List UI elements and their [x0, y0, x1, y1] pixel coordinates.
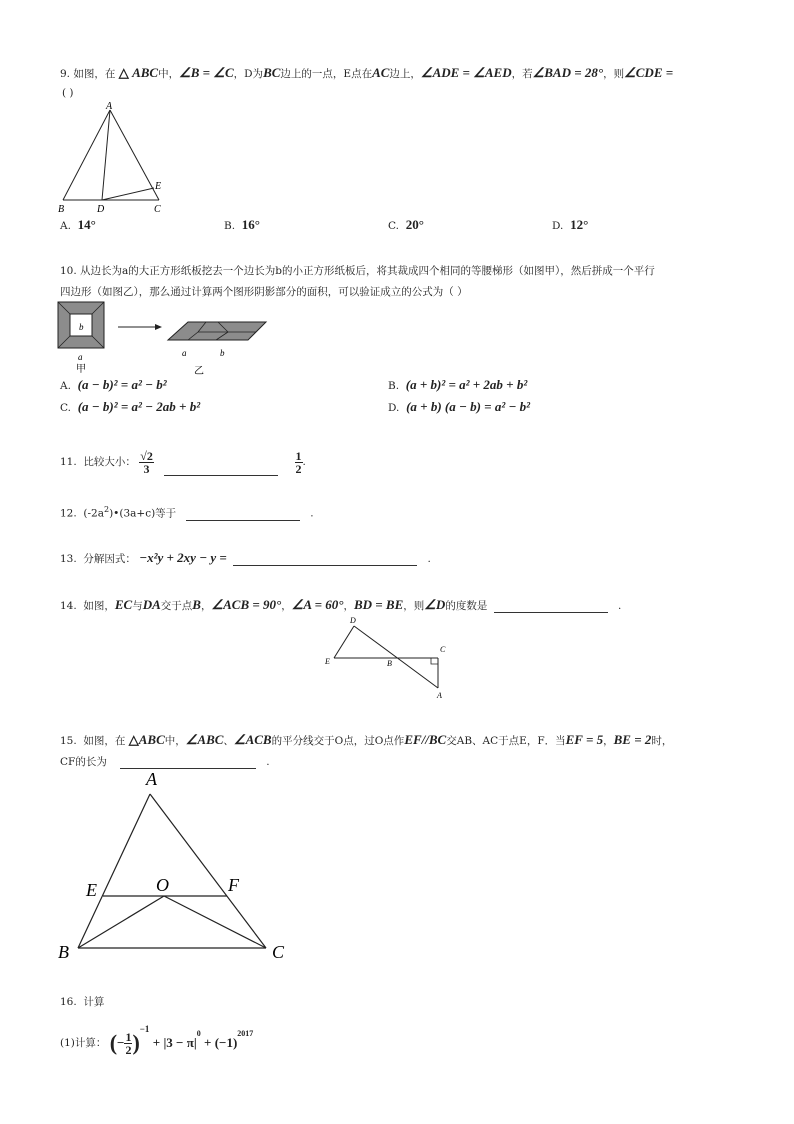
option-key: A. — [60, 220, 71, 232]
answer-blank[interactable] — [164, 463, 278, 476]
label-b: B — [387, 659, 392, 668]
text: 从边长为a的大正方形纸板挖去一个边长为b的小正方形纸板后，将其裁成四个相同的等腰梯形（如图甲），然后拼成一个平行 — [80, 265, 655, 277]
q9-answer-paren: ( ) — [62, 87, 74, 99]
q10-stem-line2: 四边形（如图乙），那么通过计算两个图形阴影部分的面积，可以验证成立的公式为（ ） — [60, 286, 468, 298]
text: ， — [200, 600, 212, 612]
q9-option-b — [224, 218, 260, 233]
q16-title — [60, 995, 104, 1009]
math-ac: AC — [372, 65, 390, 80]
text: 边上的一点，E点在 — [280, 68, 373, 80]
numerator: √2 — [140, 448, 153, 463]
text: ， — [281, 600, 292, 612]
math-ef-5: EF = 5 — [565, 732, 604, 747]
label-a: a — [78, 352, 83, 362]
math-b: B — [192, 597, 201, 612]
text: (1)计算： — [60, 1037, 107, 1049]
label-b: b — [220, 348, 225, 358]
q12 — [60, 503, 314, 521]
math-cde: ∠CDE = — [624, 65, 674, 80]
math-da: DA — [142, 597, 161, 612]
q14-figure — [320, 612, 450, 706]
text: 与 — [132, 600, 143, 612]
option-key: C. — [388, 220, 399, 232]
q10-option-a — [60, 378, 167, 393]
math-expression: + (−1) — [204, 1035, 238, 1050]
label-a: A — [437, 691, 442, 700]
option-value: 20° — [405, 217, 424, 232]
question-number: 12. — [60, 507, 77, 520]
q10-option-b — [388, 378, 527, 393]
text: 时， — [651, 735, 673, 747]
math-angle-b-eq-c: ∠B = ∠C — [179, 65, 234, 80]
exponent: −1 — [139, 1024, 150, 1034]
question-number: 14. — [60, 600, 77, 612]
q11 — [60, 448, 306, 478]
q15-figure — [52, 766, 302, 974]
option-value: 14° — [77, 217, 96, 232]
text: 分解因式： — [83, 553, 136, 565]
q10-stem-line1 — [60, 264, 655, 278]
label-e: E — [86, 880, 97, 900]
q14-stem — [60, 598, 621, 613]
label-b: b — [79, 322, 84, 332]
label-f: F — [228, 875, 239, 895]
text: . — [302, 456, 306, 468]
option-value: (a − b)² = a² − b² — [77, 377, 167, 392]
q9-option-d — [552, 218, 588, 233]
minus-sign: − — [117, 1035, 125, 1050]
paren-open: ( — [109, 1030, 118, 1055]
label-c: C — [440, 645, 446, 654]
arrow-right-icon — [155, 324, 162, 330]
text: 计算 — [83, 996, 105, 1008]
q15-stem — [60, 733, 672, 748]
label-o: O — [156, 875, 169, 895]
option-value: (a + b)² = a² + 2ab + b² — [405, 377, 528, 392]
text: . — [310, 507, 314, 520]
math-a: ∠A = 60° — [291, 597, 344, 612]
text: . — [427, 553, 431, 565]
right-angle-mark — [431, 658, 438, 664]
text: 如图，在 — [83, 735, 126, 747]
question-number: 13. — [60, 553, 77, 565]
q9-option-c — [388, 218, 424, 233]
text: ，若 — [511, 68, 533, 80]
fraction-1-over-2 — [295, 450, 303, 475]
text: 交AB、AC于点E，F．当 — [446, 735, 566, 747]
q9-option-a — [60, 218, 96, 233]
label-b: B — [58, 204, 65, 215]
q10-option-c — [60, 400, 200, 415]
option-value: (a + b) (a − b) = a² − b² — [406, 399, 531, 414]
label-d: D — [97, 204, 105, 215]
math-acb: ∠ACB = 90° — [211, 597, 282, 612]
text: 中， — [164, 735, 186, 747]
label-yi: 乙 — [194, 366, 204, 377]
label-a: A — [106, 101, 113, 112]
label-e: E — [325, 657, 330, 666]
label-c: C — [272, 942, 285, 962]
option-key: D. — [388, 402, 400, 414]
text: ， — [603, 735, 614, 747]
text: ，D为 — [233, 68, 264, 80]
denominator: 2 — [295, 461, 302, 476]
denominator: 2 — [125, 1042, 132, 1057]
text: 如图，在 — [73, 68, 116, 80]
text: 的度数是 — [445, 600, 488, 612]
answer-blank[interactable] — [186, 508, 300, 521]
math-d: ∠D — [424, 597, 446, 612]
math-be-2: BE = 2 — [613, 732, 652, 747]
text: 如图， — [83, 600, 115, 612]
paren-close: ) — [132, 1030, 140, 1055]
label-c: C — [154, 204, 161, 215]
label-d: D — [350, 616, 356, 625]
denominator: 3 — [143, 461, 150, 476]
text: 边上， — [389, 68, 421, 80]
label-a: a — [182, 348, 187, 358]
label-a: A — [146, 769, 157, 789]
option-key: B. — [388, 380, 400, 392]
label-jia: 甲 — [76, 364, 86, 375]
exponent: 2 — [103, 505, 110, 514]
text: 的平分线交于O点，过O点作 — [271, 735, 405, 747]
text: ， — [343, 600, 354, 612]
question-number: 11. — [60, 456, 77, 468]
math-ef-parallel-bc: EF//BC — [404, 732, 447, 747]
text: 、 — [223, 735, 234, 747]
triangle-symbol: △ — [118, 65, 129, 80]
math-bad: ∠BAD = 28° — [532, 65, 604, 80]
math-abc: ABC — [132, 65, 159, 80]
option-key: B. — [224, 220, 236, 232]
text: 比较大小： — [83, 456, 136, 468]
math-abc: ABC — [138, 732, 165, 747]
question-number: 15. — [60, 735, 77, 747]
text: )•(3a+c)等于 — [109, 507, 177, 520]
q9-stem — [60, 66, 673, 81]
question-number: 16. — [60, 996, 77, 1008]
math-ade-eq-aed: ∠ADE = ∠AED — [420, 65, 512, 80]
math-bd-be: BD = BE — [353, 597, 404, 612]
option-key: C. — [60, 402, 71, 414]
triangle-symbol: △ — [128, 732, 139, 747]
option-value: 12° — [570, 217, 589, 232]
option-key: A. — [60, 380, 71, 392]
math-angle-abc: ∠ABC — [185, 732, 224, 747]
text: ，则 — [403, 600, 425, 612]
q9-triangle-figure — [56, 100, 176, 220]
q16-part1 — [60, 1014, 254, 1057]
exponent: 2017 — [237, 1029, 254, 1038]
math-ec: EC — [114, 597, 133, 612]
text: CF的长为 — [60, 756, 107, 768]
question-number: 9. — [60, 68, 71, 80]
q10-figure — [56, 300, 276, 382]
option-key: D. — [552, 220, 564, 232]
option-value: (a − b)² = a² − 2ab + b² — [77, 399, 201, 414]
exponent: 0 — [196, 1029, 201, 1038]
text: (-2a — [83, 507, 104, 520]
text: 交于点 — [160, 600, 193, 612]
q13 — [60, 551, 431, 566]
answer-blank[interactable] — [494, 600, 608, 613]
math-bc: BC — [263, 65, 281, 80]
math-angle-acb: ∠ACB — [233, 732, 272, 747]
label-b: B — [58, 942, 69, 962]
math-expression: + |3 − π| — [152, 1035, 197, 1050]
text: 中， — [158, 68, 180, 80]
text: . — [618, 600, 622, 612]
option-value: 16° — [241, 217, 260, 232]
fraction-sqrt2-over-3 — [139, 450, 154, 475]
answer-blank[interactable] — [233, 553, 417, 566]
math-expression: −x²y + 2xy − y = — [139, 550, 227, 565]
text: ，则 — [603, 68, 625, 80]
q10-option-d — [388, 400, 530, 415]
question-number: 10. — [60, 265, 77, 277]
label-e: E — [155, 181, 162, 192]
numerator: 1 — [125, 1029, 132, 1044]
numerator: 1 — [295, 448, 302, 463]
text: . — [266, 756, 270, 768]
